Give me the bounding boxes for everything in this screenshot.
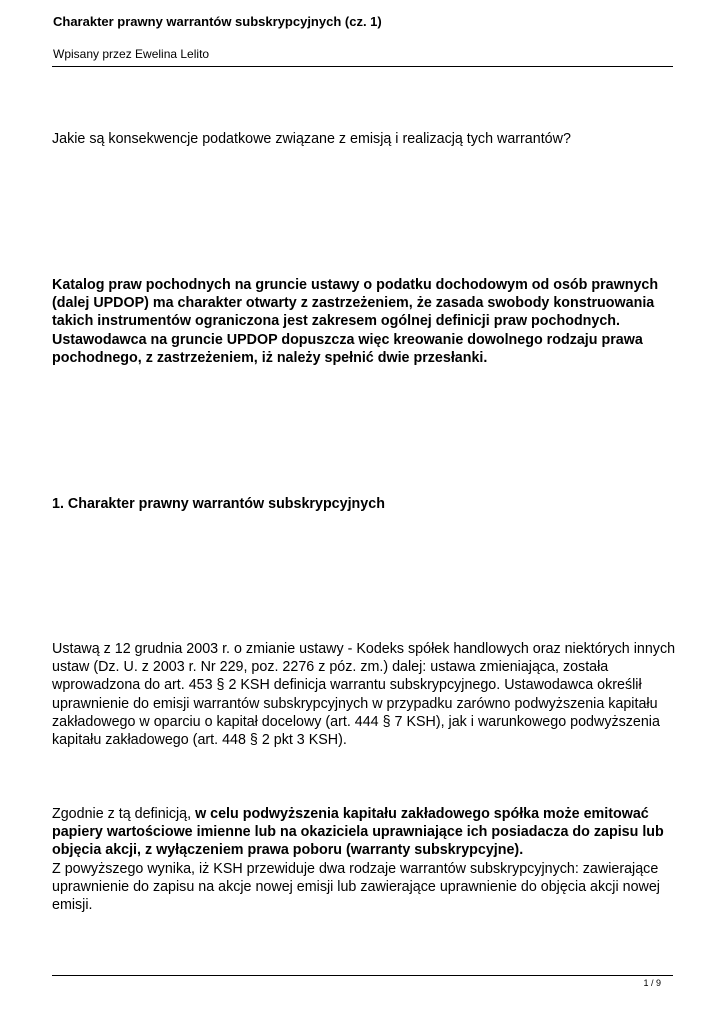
section-heading: 1. Charakter prawny warrantów subskrypcyjnych [52,496,385,512]
paragraph-2-lead: Zgodnie z tą definicją, [52,806,196,822]
question-paragraph: Jakie są konsekwencje podatkowe związane z emisją i realizacją tych warrantów? [52,131,571,147]
author-byline: Wpisany przez Ewelina Lelito [53,47,210,61]
header-divider [52,66,673,67]
paragraph-3: Z powyższego wynika, iż KSH przewiduje dwa rodzaje warrantów subskrypcyjnych: zawierające uprawnienie do zapisu na akcje nowej emisji lub zawierające uprawnienie do objęcia akcji nowej emisji. [52,860,660,914]
body-paragraph-1: Ustawą z 12 grudnia 2003 r. o zmianie ustawy - Kodeks spółek handlowych oraz niektórych innych ustaw (Dz. U. z 2003 r. Nr 229, poz. 2276 z póz. zm.) dalej: ustawa zmieniająca, została wprowadzona do art. 453 § 2 KSH definicja warrantu subskrypcyjnego. Ustawodawca określił uprawnienie do emisji warrantów subskrypcyjnych w przypadku zarówno podwyższenia kapitału zakładowego w oparciu o kapitał docelowy (art. 444 § 7 KSH), jak i warunkowego podwyższenia kapitału zakładowego (art. 448 § 2 pkt 3 KSH). [52,641,676,749]
page-number: 1 / 9 [643,978,661,988]
document-title: Charakter prawny warrantów subskrypcyjnych (cz. 1) [53,14,382,29]
body-paragraph-2 [52,805,677,914]
paragraph-2-bold-definition: w celu podwyższenia kapitału zakładowego spółka może emitować papiery wartościowe imienne lub na okaziciela uprawniające ich posiadacza do zapisu lub objęcia akcji, z wyłączeniem prawa poboru (warranty subskrypcyjne). [52,806,664,859]
footer-divider [52,975,673,976]
intro-paragraph: Katalog praw pochodnych na gruncie ustawy o podatku dochodowym od osób prawnych (dalej UPDOP) ma charakter otwarty z zastrzeżeniem, że zasada swobody konstruowania takich instrumentów ograniczona jest zakresem ogólnej definicji praw pochodnych. Ustawodawca na gruncie UPDOP dopuszcza więc kreowanie dowolnego rodzaju prawa pochodnego, z zastrzeżeniem, iż należy spełnić dwie przesłanki. [52,277,659,366]
